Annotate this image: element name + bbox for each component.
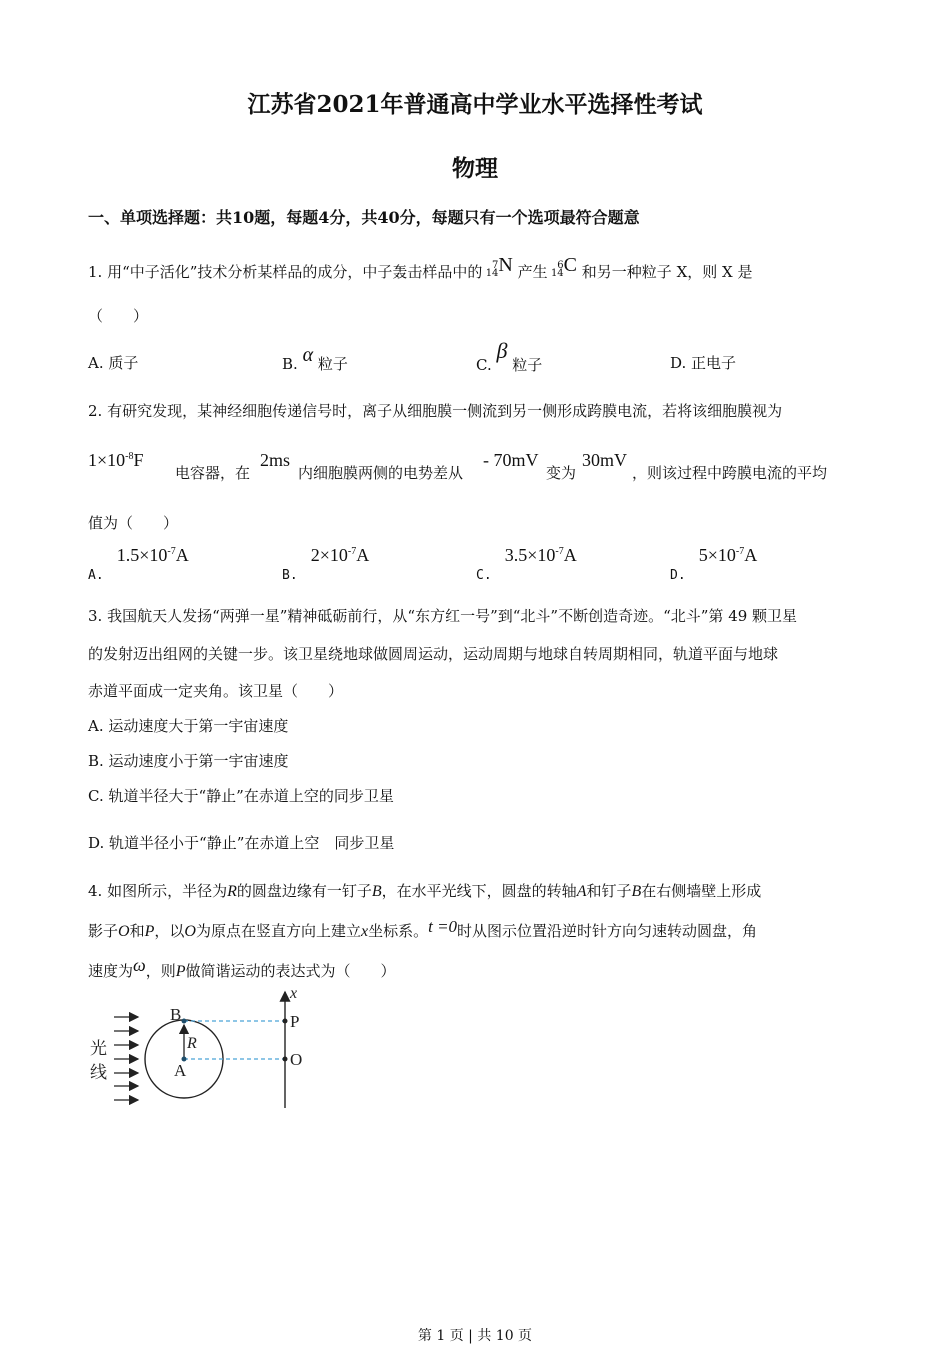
q1-stem-b: 产生 — [517, 263, 548, 281]
nucleus-c14: 14 6 — [550, 260, 564, 279]
q2-text-d: ，则该过程中跨膜电流的平均 — [632, 464, 828, 482]
svg-text:x: x — [290, 985, 298, 1002]
svg-text:R: R — [187, 1035, 197, 1052]
svg-text:线: 线 — [90, 1063, 107, 1083]
q4-figure — [80, 980, 340, 1120]
q2-stem-line3: 值为（ ） — [88, 514, 179, 532]
q2-option-c[interactable]: $_{C.}$ $3.5\times 10^{-7}A$ — [476, 545, 577, 583]
light-ray-arrows — [114, 1017, 138, 1100]
q3-stem-line2: 的发射迈出组网的关键一步。该卫星绕地球做圆周运动，运动周期与地球自转周期相同，轨道平面与地球 — [88, 645, 779, 663]
q4-stem-line2: 影子O和P，以O为原点在竖直方向上建立x坐标系。t =0时从图示位置沿逆时针方向匀速转动圆盘，角 — [88, 917, 758, 940]
svg-text:A: A — [174, 1061, 187, 1080]
omega-symbol: ω — [133, 955, 146, 975]
q1-option-d[interactable]: D. 正电子 — [670, 354, 737, 372]
nucleus-c-symbol: C — [563, 254, 578, 276]
q3-stem-line1: 3. 我国航天人发扬“两弹一星”精神砥砺前行，从“东方红一号”到“北斗”不断创造奇迹。“北斗”第 49 颗卫星 — [88, 607, 798, 625]
svg-text:O: O — [290, 1050, 303, 1069]
svg-text:P: P — [290, 1012, 300, 1031]
q2-stem-line1: 2. 有研究发现，某神经细胞传递信号时，离子从细胞膜一侧流到另一侧形成跨膜电流，若将该细胞膜视为 — [88, 402, 783, 420]
q1-answer-blank: （ ） — [88, 307, 149, 325]
exam-title: 江苏省2021年普通高中学业水平选择性考试 — [247, 91, 703, 118]
q2-text-a: 电容器，在 — [175, 464, 251, 482]
q4-stem-line3: 速度为ω，则P做简谐运动的表达式为（ ） — [88, 955, 396, 980]
q1-option-a[interactable]: A. 质子 — [88, 354, 139, 372]
beta-symbol: β — [496, 338, 508, 363]
q3-option-d[interactable]: D. 轨道半径小于“静止”在赤道上空 同步卫星 — [88, 834, 395, 852]
q2-capacitance: $1\times 10^{-8}F$ — [88, 450, 144, 470]
q1-stem-a: 1. 用“中子活化”技术分析某样品的成分，中子轰击样品中的 — [88, 263, 483, 281]
question-1-stem — [88, 246, 752, 291]
subject-title: 物理 — [452, 155, 498, 182]
nucleus-n-symbol: N — [498, 254, 513, 276]
q2-voltage-to: 30mV — [582, 450, 627, 470]
q3-option-c[interactable]: C. 轨道半径大于“静止”在赤道上空的同步卫星 — [88, 787, 394, 805]
q1-option-c[interactable]: C. β 粒子 — [476, 338, 543, 374]
section-heading: 一、单项选择题：共10题，每题4分，共40分，每题只有一个选项最符合题意 — [88, 208, 640, 227]
q4-stem-line1: 4. 如图所示，半径为R的圆盘边缘有一钉子B，在水平光线下，圆盘的转轴A和钉子B在右侧墙壁上形成 — [88, 882, 762, 900]
svg-text:B: B — [170, 1005, 182, 1024]
q1-stem-c: 和另一种粒子 X，则 X 是 — [581, 263, 753, 281]
q2-option-b[interactable]: $_{B.}$ $2\times 10^{-7}A$ — [282, 545, 370, 583]
q2-text-b: 内细胞膜两侧的电势差从 — [298, 464, 464, 482]
q1-option-b[interactable]: B. α 粒子 — [282, 344, 348, 373]
q3-option-b[interactable]: B. 运动速度小于第一宇宙速度 — [88, 752, 289, 770]
q2-option-d[interactable]: $_{D.}$ $5\times 10^{-7}A$ — [670, 545, 758, 583]
alpha-symbol: α — [302, 344, 314, 366]
q2-text-c: 变为 — [546, 464, 577, 482]
q2-voltage-from: - 70mV — [483, 450, 539, 470]
q2-option-a[interactable]: $_{A.}$ $1.5\times 10^{-7}A$ — [88, 545, 189, 583]
nucleus-n14: 14 7 — [485, 260, 499, 279]
svg-text:光: 光 — [90, 1039, 107, 1059]
q3-option-a[interactable]: A. 运动速度大于第一宇宙速度 — [88, 717, 289, 735]
q2-time: 2ms — [260, 450, 291, 470]
page-footer: 第 1 页 | 共 10 页 — [417, 1328, 533, 1344]
disc-shadow-diagram — [80, 980, 340, 1120]
q3-stem-line3: 赤道平面成一定夹角。该卫星（ ） — [88, 682, 344, 700]
